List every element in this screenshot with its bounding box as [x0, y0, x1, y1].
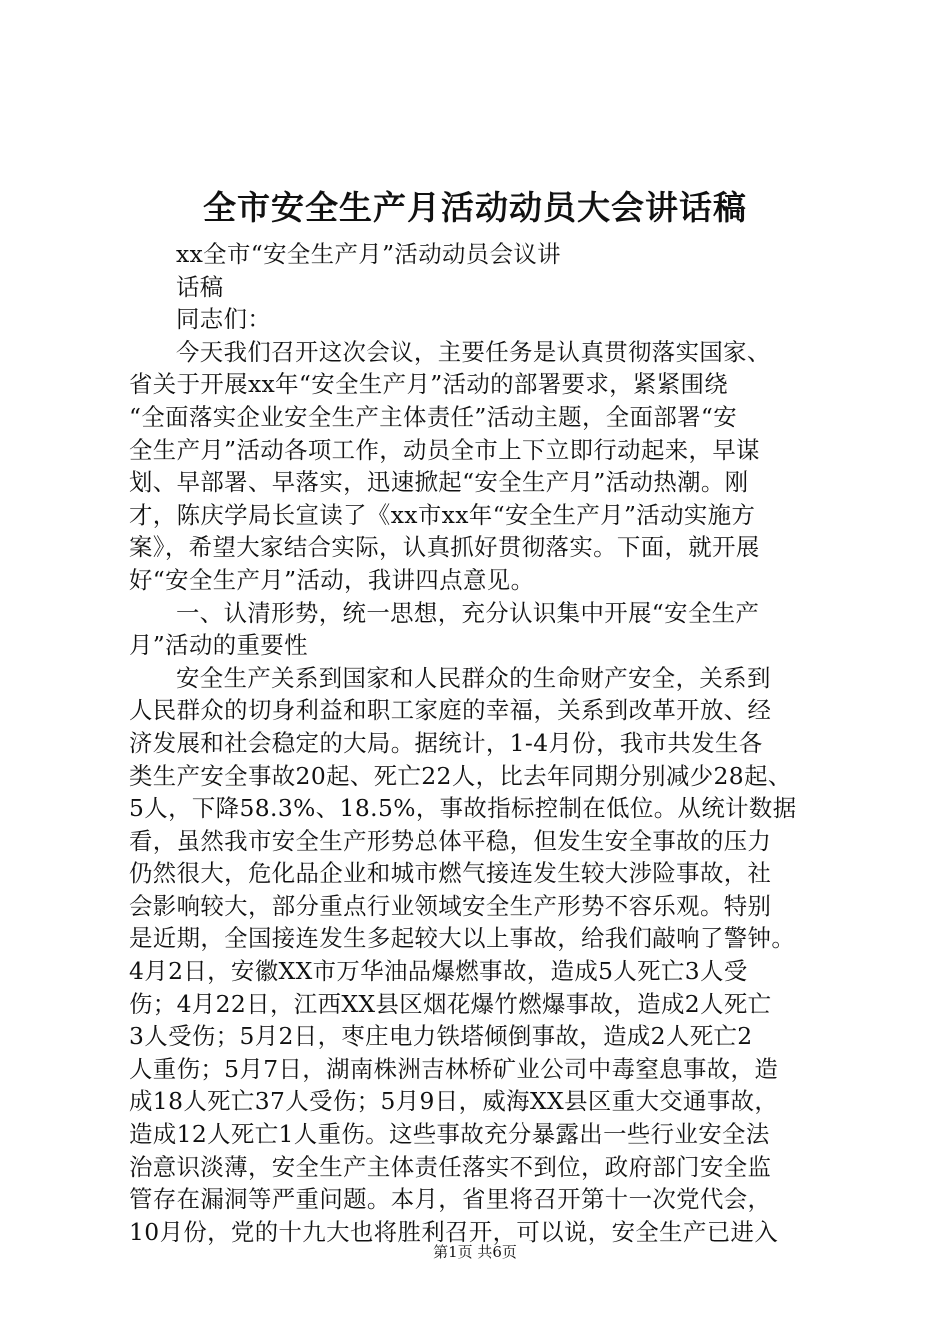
text-line: 月”活动的重要性 — [129, 631, 308, 660]
text-line: 案》，希望大家结合实际，认真抓好贯彻落实。下面，就开展 — [129, 533, 760, 562]
text-line: 是近期，全国接连发生多起较大以上事故，给我们敲响了警钟。 — [129, 924, 796, 953]
text-line: 省关于开展xx年“安全生产月”活动的部署要求，紧紧围绕 — [129, 370, 729, 399]
text-line: 4月2日，安徽XX市万华油品爆燃事故，造成5人死亡3人受 — [129, 957, 748, 986]
page-number: 第1页 共6页 — [433, 1243, 517, 1261]
text-line: 才，陈庆学局长宣读了《xx市xx年“安全生产月”活动实施方 — [129, 500, 756, 529]
page-title: 全市安全生产月活动动员大会讲话稿 — [203, 188, 747, 227]
text-line: 话稿 — [176, 272, 224, 301]
text-line: 全生产月”活动各项工作，动员全市上下立即行动起来，早谋 — [129, 435, 760, 464]
document-body — [129, 238, 829, 1248]
text-line: 伤；4月22日，江西XX县区烟花爆竹燃爆事故，造成2人死亡 — [129, 989, 772, 1018]
text-line: 同志们： — [176, 305, 272, 334]
text-line: 10月份，党的十九大也将胜利召开，可以说，安全生产已进入 — [129, 1217, 779, 1246]
text-line: 成18人死亡37人受伤；5月9日，威海XX县区重大交通事故， — [129, 1087, 779, 1116]
text-line: 济发展和社会稳定的大局。据统计，1-4月份，我市共发生各 — [129, 728, 763, 757]
text-line: 5人，下降58.3%、18.5%，事故指标控制在低位。从统计数据 — [129, 794, 797, 823]
text-line: 管存在漏洞等严重问题。本月，省里将召开第十一次党代会， — [129, 1185, 772, 1214]
text-line: 治意识淡薄，安全生产主体责任落实不到位，政府部门安全监 — [129, 1152, 772, 1181]
text-line: 今天我们召开这次会议，主要任务是认真贯彻落实国家、 — [176, 337, 771, 366]
text-line: 看，虽然我市安全生产形势总体平稳，但发生安全事故的压力 — [129, 826, 772, 855]
text-line: 安全生产关系到国家和人民群众的生命财产安全，关系到 — [176, 663, 771, 692]
text-line: xx全市“安全生产月”活动动员会议讲 — [176, 240, 561, 268]
text-line: 好“安全生产月”活动，我讲四点意见。 — [129, 565, 535, 594]
text-line: “全面落实企业安全生产主体责任”活动主题，全面部署“安 — [129, 402, 738, 431]
text-line: 类生产安全事故20起、死亡22人，比去年同期分别减少28起、 — [129, 761, 792, 790]
text-line: 人重伤；5月7日，湖南株洲吉林桥矿业公司中毒窒息事故，造 — [129, 1054, 779, 1083]
text-line: 划、早部署、早落实，迅速掀起“安全生产月”活动热潮。刚 — [129, 468, 749, 497]
text-line: 一、认清形势，统一思想，充分认识集中开展“安全生产 — [176, 598, 760, 627]
text-line: 仍然很大，危化品企业和城市燃气接连发生较大涉险事故，社 — [129, 859, 772, 888]
text-line: 会影响较大，部分重点行业领域安全生产形势不容乐观。特别 — [129, 891, 772, 920]
text-line: 造成12人死亡1人重伤。这些事故充分暴露出一些行业安全法 — [129, 1120, 770, 1149]
text-line: 3人受伤；5月2日，枣庄电力铁塔倾倒事故，造成2人死亡2 — [129, 1022, 753, 1051]
text-line: 人民群众的切身利益和职工家庭的幸福，关系到改革开放、经 — [129, 696, 772, 725]
